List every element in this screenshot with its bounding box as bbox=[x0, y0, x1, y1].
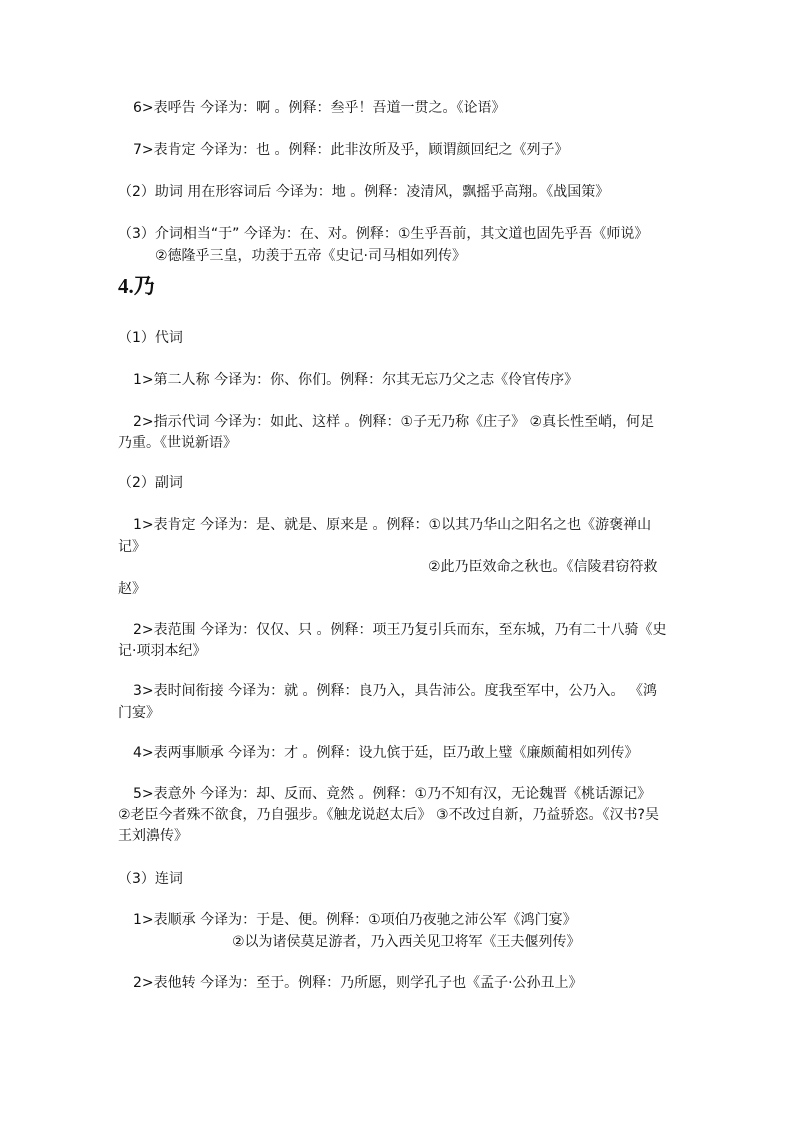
text-line: ②老臣今者殊不欲食，乃自强步。《触龙说赵太后》 ③不改过自新，乃益骄恣。《汉书?吴 bbox=[118, 807, 659, 823]
text-line: 6>表呼告 今译为：啊 。例释：叁乎！吾道一贯之。《论语》 bbox=[133, 100, 506, 116]
text-line: 3>表时间衔接 今译为：就 。例释：良乃入，具告沛公。度我至军中，公乃入。 《鸿 bbox=[133, 683, 657, 699]
text-line: 赵》 bbox=[118, 581, 146, 597]
text-line: 记》 bbox=[118, 539, 146, 555]
text-line: （2）副词 bbox=[118, 475, 183, 491]
text-line: ②德隆乎三皇，功羡于五帝《史记·司马相如列传》 bbox=[155, 248, 466, 264]
text-line: （3）介词相当“于” 今译为：在、对。例释：①生乎吾前，其文道也固先乎吾《师说》 bbox=[118, 226, 649, 242]
text-line: 记·项羽本纪》 bbox=[118, 643, 207, 659]
text-line: 7>表肯定 今译为：也 。例释：此非汝所及乎，顾谓颜回纪之《列子》 bbox=[133, 142, 569, 158]
text-line: 4>表两事顺承 今译为：才 。例释：设九傧于廷，臣乃敢上璧《廉颇蔺相如列传》 bbox=[133, 745, 639, 761]
text-line: （3）连词 bbox=[118, 871, 183, 887]
text-line: 2>表他转 今译为：至于。例释：乃所愿，则学孔子也《孟子·公孙丑上》 bbox=[133, 975, 583, 991]
section-heading: 4.乃 bbox=[118, 274, 155, 298]
text-line: 5>表意外 今译为：却、反而、竟然 。例释：①乃不知有汉，无论魏晋《桃话源记》 bbox=[133, 786, 652, 802]
text-line: 1>第二人称 今译为：你、你们。例释：尔其无忘乃父之志《伶官传序》 bbox=[133, 372, 579, 388]
text-line: （2）助词 用在形容词后 今译为：地 。例释：凌清风，飘摇乎高翔。《战国策》 bbox=[118, 184, 610, 200]
text-line: 1>表顺承 今译为：于是、便。例释：①项伯乃夜驰之沛公军《鸿门宴》 bbox=[133, 912, 577, 928]
text-line: ②此乃臣效命之秋也。《信陵君窃符救 bbox=[428, 559, 658, 575]
text-line: 王刘濞传》 bbox=[118, 828, 188, 844]
text-line: （1）代词 bbox=[118, 330, 183, 346]
text-line: 乃重。《世说新语》 bbox=[118, 435, 237, 451]
text-line: 门宴》 bbox=[118, 705, 160, 721]
text-line: 1>表肯定 今译为：是、就是、原来是 。例释：①以其乃华山之阳名之也《游褒禅山 bbox=[133, 517, 652, 533]
text-line: 2>指示代词 今译为：如此、这样 。例释：①子无乃称《庄子》 ②真长性至峭，何足 bbox=[133, 414, 655, 430]
text-line: 2>表范围 今译为：仅仅、只 。例释：项王乃复引兵而东，至东城，乃有二十八骑《史 bbox=[133, 622, 667, 638]
text-line: ②以为诸侯莫足游者，乃入西关见卫将军《王夫偃列传》 bbox=[232, 934, 581, 950]
